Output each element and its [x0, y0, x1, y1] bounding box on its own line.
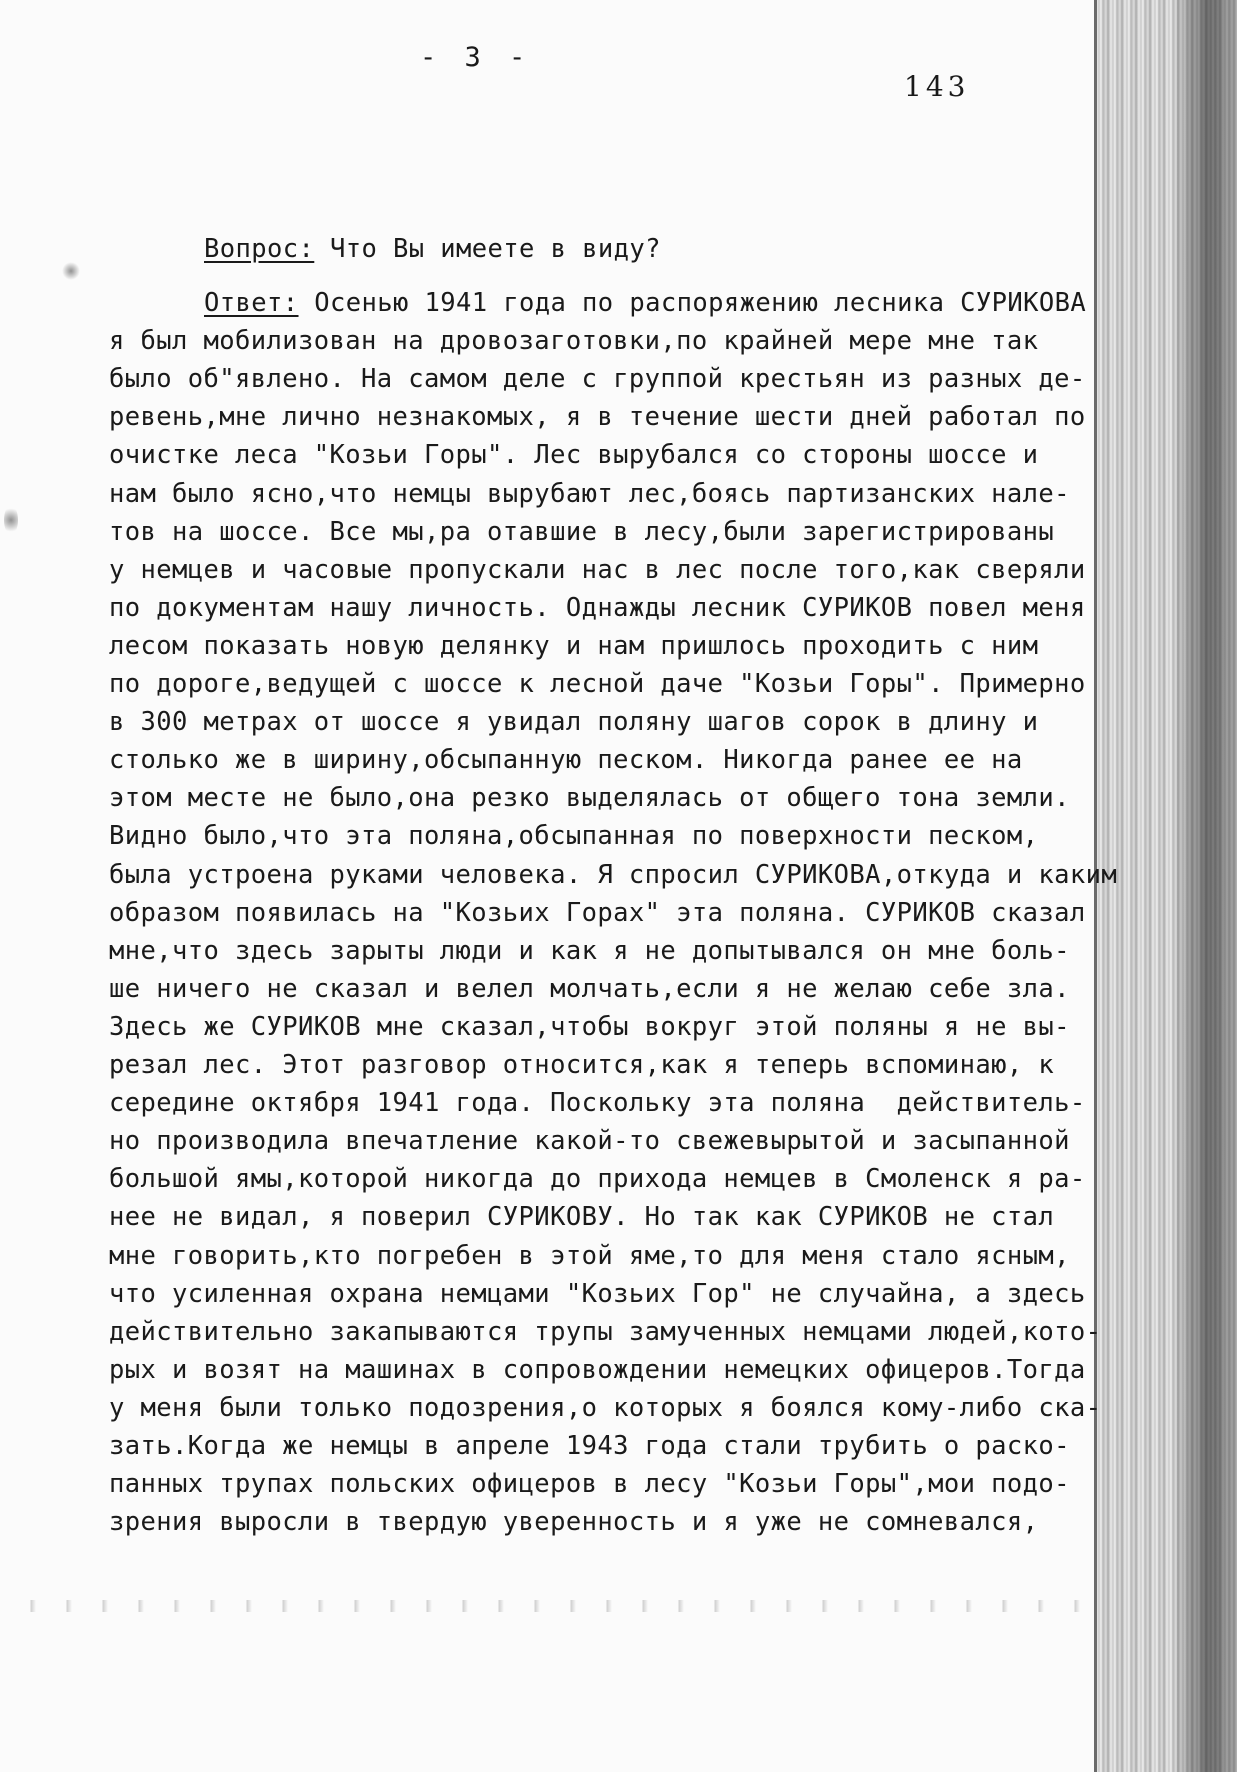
line-text: но производила впечатление какой-то свежевырытой и засыпанной: [109, 1126, 1070, 1157]
text-line: [109, 1315, 1101, 1349]
line-text: ше ничего не сказал и велел молчать,если я не желаю себе зла.: [109, 973, 1070, 1004]
text-line: [109, 705, 1038, 739]
text-line: [109, 1239, 1070, 1273]
text-line: [109, 629, 1038, 663]
line-text: столько же в ширину,обсыпанную песком. Никогда ранее ее на: [109, 745, 1023, 776]
text-line: [109, 515, 1054, 549]
text-line: [109, 1467, 1070, 1501]
text-line: [109, 819, 1038, 853]
folio-number: 143: [904, 70, 970, 103]
text-line: [109, 667, 1086, 701]
line-text: было об"явлено. На самом деле с группой крестьян из разных де-: [109, 364, 1086, 395]
text-line: [109, 743, 1023, 777]
line-text: лесом показать новую делянку и нам пришлось проходить с ним: [109, 630, 1039, 661]
line-text: действительно закапываются трупы замученных немцами людей,кото-: [109, 1316, 1102, 1347]
text-line: [109, 477, 1070, 511]
line-text: Осенью 1941 года по распоряжению лесника СУРИКОВА: [298, 288, 1087, 318]
line-text: середине октября 1941 года. Поскольку эта поляна действитель-: [109, 1088, 1086, 1119]
line-text: в 300 метрах от шоссе я увидал поляну шагов сорок в длину и: [109, 707, 1039, 738]
line-text: что усиленная охрана немцами "Козьих Гор" не случайна, а здесь: [109, 1278, 1086, 1309]
text-line: [109, 1162, 1086, 1196]
text-line: [109, 1505, 1038, 1539]
text-line: [109, 324, 1038, 358]
text-line: [109, 1391, 1101, 1425]
line-text: образом появилась на "Козьих Горах" эта поляна. СУРИКОВ сказал: [109, 897, 1086, 928]
line-text: большой ямы,которой никогда до прихода немцев в Смоленск я ра-: [109, 1164, 1086, 1195]
line-text: панных трупах польских офицеров в лесу "Козьи Горы",мои подо-: [109, 1469, 1070, 1500]
text-line: [109, 400, 1086, 434]
line-text: ревень,мне лично незнакомых, я в течение шести дней работал по: [109, 402, 1086, 433]
text-line: [109, 553, 1086, 587]
line-text: зрения выросли в твердую уверенность и я уже не сомневался,: [109, 1507, 1039, 1538]
line-text: была устроена руками человека. Я спросил СУРИКОВА,откуда и каким: [109, 859, 1118, 890]
text-line: [109, 1200, 1054, 1234]
line-text: нее не видал, я поверил СУРИКОВУ. Но так как СУРИКОВ не стал: [109, 1202, 1055, 1233]
text-line: [109, 858, 1117, 892]
text-line: [204, 232, 661, 266]
text-line: [109, 1010, 1070, 1044]
text-line: [109, 781, 1070, 815]
line-text: Что Вы имеете в виду?: [314, 234, 661, 264]
text-line: [109, 1277, 1086, 1311]
line-text: Здесь же СУРИКОВ мне сказал,чтобы вокруг этой поляны я не вы-: [109, 1011, 1070, 1042]
qa-label: Вопрос:: [204, 234, 315, 264]
text-line: [109, 362, 1086, 396]
line-text: у меня были только подозрения,о которых я боялся кому-либо ска-: [109, 1392, 1102, 1423]
text-line: [109, 1429, 1070, 1463]
line-text: нам было ясно,что немцы вырубают лес,боясь партизанских нале-: [109, 478, 1070, 509]
text-line: [109, 1124, 1070, 1158]
text-line: [109, 438, 1038, 472]
line-text: Видно было,что эта поляна,обсыпанная по поверхности песком,: [109, 821, 1039, 852]
text-line: [109, 896, 1086, 930]
text-line: [109, 934, 1070, 968]
line-text: рых и возят на машинах в сопровождении немецких офицеров.Тогда: [109, 1354, 1086, 1385]
line-text: по дороге,ведущей с шоссе к лесной даче "Козьи Горы". Примерно: [109, 669, 1086, 699]
line-text: у немцев и часовые пропускали нас в лес после того,как сверяли: [109, 554, 1086, 585]
ink-smudge: [62, 262, 80, 280]
line-text: очистке леса "Козьи Горы". Лес вырубался со стороны шоссе и: [109, 440, 1039, 471]
line-text: тов на шоссе. Все мы,ра отавшие в лесу,были зарегистрированы: [109, 516, 1055, 547]
line-text: я был мобилизован на дровозаготовки,по крайней мере мне так: [109, 326, 1039, 357]
text-line: [109, 1353, 1086, 1387]
line-text: мне,что здесь зарыты люди и как я не допытывался он мне боль-: [109, 935, 1070, 966]
binding-shadow: [1177, 0, 1237, 1772]
text-line: [109, 1086, 1086, 1120]
line-text: зать.Когда же немцы в апреле 1943 года стали трубить о раско-: [109, 1431, 1070, 1461]
text-line: [109, 591, 1086, 625]
qa-label: Ответ:: [204, 288, 299, 318]
text-line: [109, 1048, 1054, 1082]
scan-noise: [0, 1600, 1090, 1612]
line-text: по документам нашу личность. Однажды лесник СУРИКОВ повел меня: [109, 592, 1086, 623]
line-text: мне говорить,кто погребен в этой яме,то для меня стало ясным,: [109, 1240, 1070, 1271]
page-marker: - 3 -: [420, 42, 532, 73]
text-line: [204, 286, 1086, 320]
ink-smudge: [4, 505, 18, 535]
text-line: [109, 972, 1070, 1006]
line-text: резал лес. Этот разговор относится,как я теперь вспоминаю, к: [109, 1050, 1055, 1080]
line-text: этом месте не было,она резко выделялась от общего тона земли.: [109, 783, 1070, 814]
